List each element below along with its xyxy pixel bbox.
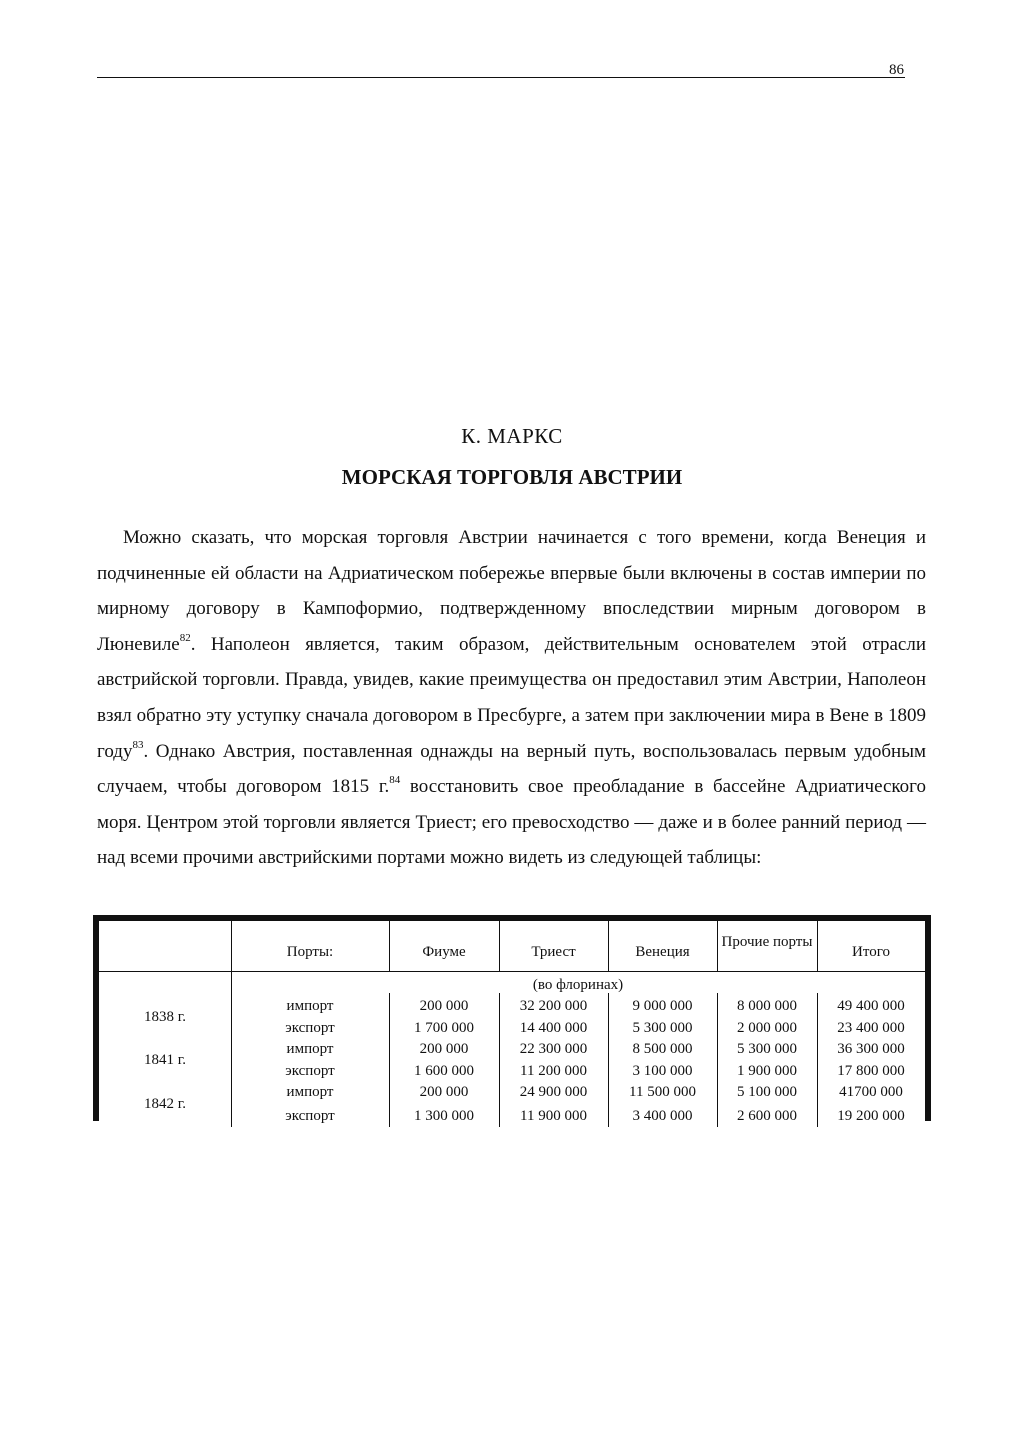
footnote-ref-82: 82 [179,631,191,644]
row-kind-label: импорт [286,998,334,1014]
table-cell: 200 000 [419,1084,469,1100]
table-cell: 32 200 000 [519,998,588,1014]
col-header-venice: Венеция [635,944,690,960]
table-cell: 1 700 000 [414,1020,474,1036]
trade-table [93,915,931,1124]
table-cell: 41700 000 [839,1084,903,1100]
table-cell: 23 400 000 [837,1020,905,1036]
table-cell: 2 600 000 [737,1108,797,1124]
col-header-other-ports: Прочие порты [721,934,813,950]
unit-note: (во флоринах) [532,977,624,993]
table-cell: 17 800 000 [837,1063,905,1079]
table-cell: 19 200 000 [837,1108,905,1124]
table-cell: 3 400 000 [632,1108,693,1124]
header-divider [608,921,609,971]
body-text-part-2: . Наполеон является, таким образом, действительным основателем этой отрасли австрийской торговли. Правда, увидев, какие преимущества он предоставил этим Австрии, Наполеон взял обратно эту уступку сначала договором в Пресбурге, а затем при заключении мира в Вене в 1809 году [97,633,926,762]
year-label-1841: 1841 г. [144,1052,186,1068]
row-kind-label: импорт [286,1041,334,1057]
header-divider [499,921,500,971]
row-kind-label: экспорт [285,1063,335,1079]
body-text-part-3: . Однако Австрия, поставленная однажды на верный путь, воспользовалась первым удобным случаем, чтобы договором 1815 г. [97,740,926,798]
table-cell: 200 000 [419,1041,469,1057]
body-text-part-4: восстановить свое преобладание в бассейне Адриатического моря. Центром этой торговли является Триест; его превосходство — даже и в более ранний период — над всеми прочими австрийскими портами можно видеть из следующей таблицы: [97,776,926,869]
col-header-trieste: Триест [531,944,576,960]
table-cell: 200 000 [419,998,469,1014]
year-label-1842: 1842 г. [144,1096,186,1112]
table-cell: 11 900 000 [520,1108,587,1124]
table-cell: 14 400 000 [519,1020,588,1036]
table-cell: 2 000 000 [737,1020,797,1036]
col-header-fiume: Фиуме [422,944,466,960]
table-cell: 24 900 000 [519,1084,588,1100]
footnote-ref-83: 83 [132,738,144,751]
row-kind-label: экспорт [285,1108,335,1124]
header-divider [231,921,232,971]
header-bottom-rule [99,971,925,972]
col-header-ports: Порты: [286,944,334,960]
table-cell: 3 100 000 [632,1063,693,1079]
table-cell: 11 500 000 [629,1084,696,1100]
author-name: К. МАРКС [461,424,563,448]
header-divider [717,921,718,971]
header-divider [817,921,818,971]
table-cell: 1 300 000 [414,1108,474,1124]
page-number: 86 [889,62,904,78]
table-cell: 36 300 000 [837,1041,905,1057]
table-cell: 11 200 000 [520,1063,587,1079]
row-kind-label: экспорт [285,1020,335,1036]
header-rule [97,77,905,78]
body-paragraph [97,520,926,876]
table-cell: 8 000 000 [737,998,797,1014]
table-cell: 5 300 000 [632,1020,693,1036]
row-kind-label: импорт [286,1084,334,1100]
article-title: МОРСКАЯ ТОРГОВЛЯ АВСТРИИ [341,465,683,489]
body-text-part-1: Можно сказать, что морская торговля Австрии начинается с того времени, когда Венеция и подчиненные ей области на Адриатическом побережье впервые были включены в состав империи по мирному договору в Кампоформио, подтвержденному впоследствии мирным договором в Люневиле [97,527,926,655]
table-cell: 9 000 000 [632,998,693,1014]
header-divider [389,921,390,971]
table-cell: 1 900 000 [737,1063,797,1079]
year-label-1838: 1838 г. [144,1009,186,1025]
table-cell: 8 500 000 [632,1041,693,1057]
table-cell: 5 100 000 [737,1084,797,1100]
table-cell: 1 600 000 [414,1063,474,1079]
col-header-total: Итого [852,944,890,960]
table-cell: 5 300 000 [737,1041,797,1057]
table-cell: 22 300 000 [519,1041,588,1057]
footnote-ref-84: 84 [389,774,401,787]
table-cell: 49 400 000 [837,998,905,1014]
